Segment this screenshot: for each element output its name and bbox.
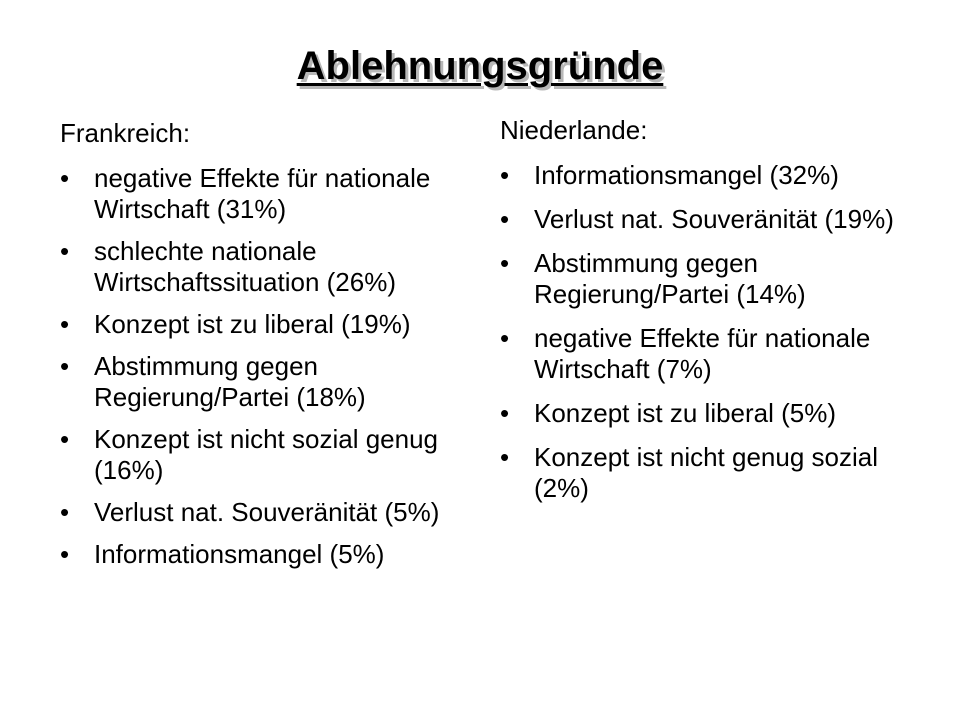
bullet-icon: • — [60, 236, 70, 266]
bullet-icon: • — [500, 248, 510, 278]
list-item-text: negative Effekte für nationale Wirtschaft (31%) — [94, 163, 431, 224]
list-item — [500, 398, 920, 429]
bullet-icon: • — [60, 497, 70, 527]
list-item-text: Konzept ist nicht sozial genug (16%) — [94, 424, 438, 485]
list-item — [60, 351, 470, 413]
list-item-text: Informationsmangel (5%) — [94, 539, 385, 569]
bullet-icon: • — [60, 351, 70, 381]
column-frankreich — [60, 118, 470, 581]
column-niederlande — [500, 115, 920, 517]
bullet-list-frankreich — [60, 163, 470, 570]
slide-title — [0, 38, 960, 94]
bullet-icon: • — [60, 424, 70, 454]
list-item — [500, 160, 920, 191]
bullet-icon: • — [500, 160, 510, 190]
list-item-text: Verlust nat. Souveränität (19%) — [534, 204, 894, 234]
list-item — [60, 236, 470, 298]
list-item-text: Konzept ist nicht genug sozial (2%) — [534, 442, 878, 503]
list-item — [500, 204, 920, 235]
list-item-text: Abstimmung gegen Regierung/Partei (14%) — [534, 248, 806, 309]
list-item — [500, 323, 920, 385]
bullet-icon: • — [60, 539, 70, 569]
list-item — [60, 497, 470, 528]
list-item — [60, 163, 470, 225]
list-item-text: Abstimmung gegen Regierung/Partei (18%) — [94, 351, 366, 412]
slide-title-text: Ablehnungsgründe — [296, 44, 664, 88]
bullet-icon: • — [500, 398, 510, 428]
list-item-text: schlechte nationale Wirtschaftssituation (26%) — [94, 236, 396, 297]
bullet-icon: • — [500, 442, 510, 472]
list-item-text: negative Effekte für nationale Wirtschaft (7%) — [534, 323, 871, 384]
bullet-icon: • — [60, 163, 70, 193]
list-item — [500, 248, 920, 310]
bullet-icon: • — [60, 309, 70, 339]
column-heading-niederlande: Niederlande: — [500, 115, 648, 145]
list-item-text: Konzept ist zu liberal (5%) — [534, 398, 837, 428]
bullet-list-niederlande — [500, 160, 920, 504]
list-item-text: Informationsmangel (32%) — [534, 160, 839, 190]
list-item — [500, 442, 920, 504]
list-item — [60, 539, 470, 570]
bullet-icon: • — [500, 323, 510, 353]
list-item — [60, 309, 470, 340]
list-item-text: Verlust nat. Souveränität (5%) — [94, 497, 440, 527]
list-item — [60, 424, 470, 486]
bullet-icon: • — [500, 204, 510, 234]
list-item-text: Konzept ist zu liberal (19%) — [94, 309, 411, 339]
column-heading-frankreich: Frankreich: — [60, 118, 191, 148]
